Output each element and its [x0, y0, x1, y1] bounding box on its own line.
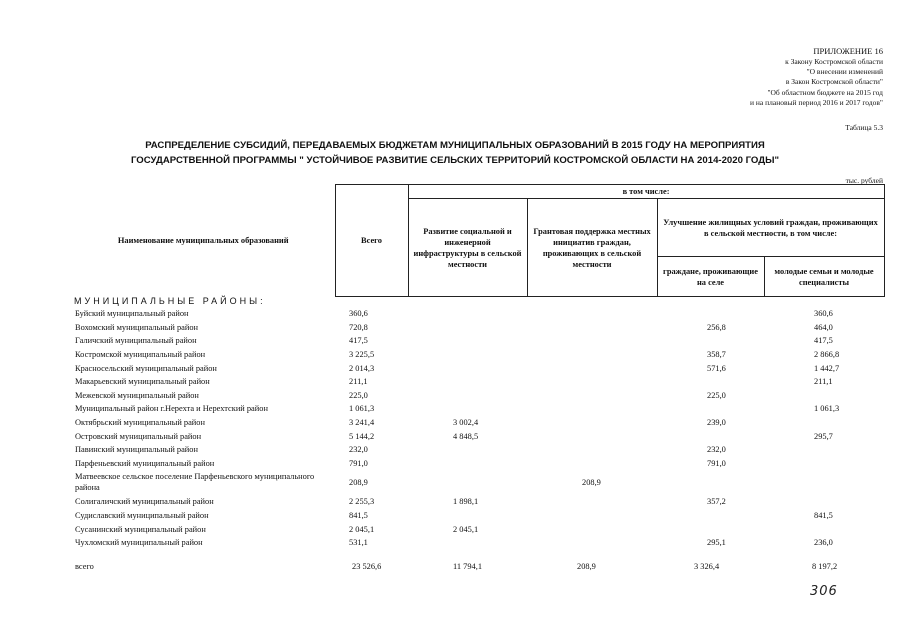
appendix-line: к Закону Костромской области: [785, 57, 883, 66]
title-line-1: РАСПРЕДЕЛЕНИЕ СУБСИДИЙ, ПЕРЕДАВАЕМЫХ БЮДЖЕТАМ МУНИЦИПАЛЬНЫХ ОБРАЗОВАНИЙ В 2015 ГОДУ НА МЕРОПРИЯТИЯ: [145, 140, 765, 151]
row-infra: 3 002,4: [453, 418, 479, 428]
appendix-line: "Об областном бюджете на 2015 год: [767, 87, 883, 97]
row-grants: [527, 348, 657, 362]
row-name: Буйский муниципальный район: [75, 309, 189, 319]
row-citizens: [657, 522, 764, 536]
row-infra: [408, 321, 527, 335]
row-total: 531,1: [349, 538, 368, 548]
row-citizens: [657, 402, 764, 416]
table-number: Таблица 5.3: [845, 123, 883, 132]
row-infra: [408, 375, 527, 389]
row-infra: [408, 361, 527, 375]
table-row: [72, 416, 884, 430]
row-name: Вохомский муниципальный район: [75, 322, 199, 332]
row-infra: [408, 348, 527, 362]
row-citizens: 256,8: [707, 322, 726, 332]
row-young: [764, 416, 884, 430]
row-total: 232,0: [349, 445, 368, 455]
row-total: 2 014,3: [349, 363, 375, 373]
row-name: Межевской муниципальный район: [75, 390, 199, 400]
row-infra: [408, 509, 527, 523]
row-grants: [527, 361, 657, 375]
row-grants: [527, 307, 657, 321]
row-young: 464,0: [814, 322, 833, 332]
row-total: 208,9: [349, 478, 368, 488]
row-name: Судиславский муниципальный район: [75, 511, 209, 521]
row-grants: [527, 389, 657, 403]
header-infrastructure: Развитие социальной и инженерной инфраструктуры в сельской местности: [408, 199, 527, 297]
table-row: [72, 457, 884, 471]
total-young: 8 197,2: [812, 562, 838, 571]
row-name: Макарьевский муниципальный район: [75, 377, 210, 387]
row-citizens: [657, 429, 764, 443]
table-row: [72, 348, 884, 362]
table-row: [72, 334, 884, 348]
row-citizens: 232,0: [707, 445, 726, 455]
row-name: Сусанинский муниципальный район: [75, 524, 206, 534]
appendix-header: [750, 45, 883, 108]
row-grants: [527, 522, 657, 536]
table-header: [72, 184, 885, 297]
row-infra: [408, 307, 527, 321]
row-grants: [527, 321, 657, 335]
row-young: [764, 443, 884, 457]
section-heading: МУНИЦИПАЛЬНЫЕ РАЙОНЫ:: [74, 296, 266, 306]
row-infra: [408, 389, 527, 403]
row-name: Чухломский муниципальный район: [75, 538, 203, 548]
row-citizens: 295,1: [707, 538, 726, 548]
row-name: Красносельский муниципальный район: [75, 363, 217, 373]
total-grants: 208,9: [577, 562, 596, 571]
total-citizens: 3 326,4: [694, 562, 720, 571]
row-grants: [527, 509, 657, 523]
row-infra: [408, 536, 527, 550]
table-row: [72, 307, 884, 321]
row-total: 3 241,4: [349, 418, 375, 428]
row-total: 417,5: [349, 336, 368, 346]
row-young: [764, 457, 884, 471]
table-row: [72, 470, 884, 495]
row-citizens: [657, 470, 764, 495]
table-row: [72, 389, 884, 403]
row-citizens: 791,0: [707, 458, 726, 468]
row-young: 1 061,3: [814, 404, 840, 414]
table-row: [72, 321, 884, 335]
appendix-line: "О внесении изменений: [806, 67, 883, 77]
row-infra: 1 898,1: [453, 497, 479, 507]
row-total: 211,1: [349, 377, 368, 387]
row-total: 2 045,1: [349, 524, 375, 534]
row-citizens: 239,0: [707, 418, 726, 428]
row-grants: [527, 495, 657, 509]
row-total: 720,8: [349, 322, 368, 332]
table-row: [72, 429, 884, 443]
row-total: 1 061,3: [349, 404, 375, 414]
row-total: 791,0: [349, 458, 368, 468]
row-young: [764, 495, 884, 509]
row-infra: [408, 443, 527, 457]
row-total: 2 255,3: [349, 497, 375, 507]
row-infra: [408, 457, 527, 471]
row-citizens: 225,0: [707, 390, 726, 400]
document-title: [60, 138, 850, 168]
row-total: 360,6: [349, 309, 368, 319]
row-infra: [408, 334, 527, 348]
page-number-stamp: 306: [810, 584, 838, 599]
total-label: всего: [75, 562, 94, 571]
row-citizens: [657, 307, 764, 321]
row-young: 2 866,8: [814, 350, 840, 360]
appendix-line: в Закон Костромской области": [785, 77, 883, 87]
table-row: [72, 522, 884, 536]
row-grants: 208,9: [582, 478, 601, 488]
header-name: Наименование муниципальных образований: [72, 185, 335, 297]
row-young: 1 442,7: [814, 363, 840, 373]
row-name: Парфеньевский муниципальный район: [75, 458, 215, 468]
row-grants: [527, 429, 657, 443]
total-total: 23 526,6: [352, 562, 382, 571]
header-grants: Грантовая поддержка местных инициатив граждан, проживающих в сельской местности: [527, 199, 657, 297]
row-citizens: [657, 509, 764, 523]
total-infra: 11 794,1: [453, 562, 483, 571]
row-citizens: 357,2: [707, 497, 726, 507]
title-line-2: ГОСУДАРСТВЕННОЙ ПРОГРАММЫ " УСТОЙЧИВОЕ РАЗВИТИЕ СЕЛЬСКИХ ТЕРРИТОРИЙ КОСТРОМСКОЙ ОБЛАСТИ НА 2014-2020 ГОДЫ": [130, 155, 780, 166]
row-name: Муниципальный район г.Нерехта и Нерехтский район: [75, 404, 268, 414]
row-total: 225,0: [349, 390, 368, 400]
row-citizens: [657, 375, 764, 389]
row-young: 236,0: [814, 538, 833, 548]
row-citizens: [657, 334, 764, 348]
row-young: 295,7: [814, 431, 833, 441]
row-young: 211,1: [814, 377, 833, 387]
row-name: Октябрьский муниципальный район: [75, 418, 205, 428]
table-row: [72, 509, 884, 523]
row-grants: [527, 416, 657, 430]
row-infra: 4 848,5: [453, 431, 479, 441]
table-row: [72, 361, 884, 375]
row-grants: [527, 402, 657, 416]
units-label: тыс. рублей: [845, 176, 883, 185]
header-in-total: в том числе:: [408, 185, 884, 199]
row-young: 360,6: [814, 309, 833, 319]
row-grants: [527, 536, 657, 550]
row-citizens: 358,7: [707, 350, 726, 360]
row-young: [764, 522, 884, 536]
row-name: Солигаличский муниципальный район: [75, 497, 214, 507]
row-young: [764, 470, 884, 495]
appendix-line: и на плановый период 2016 и 2017 годов": [750, 97, 883, 107]
row-young: 841,5: [814, 511, 833, 521]
data-table-body: [72, 307, 884, 550]
header-total: Всего: [335, 185, 408, 297]
row-grants: [527, 375, 657, 389]
table-row: [72, 443, 884, 457]
row-young: [764, 389, 884, 403]
table-row: [72, 402, 884, 416]
row-total: 841,5: [349, 511, 368, 521]
table-row: [72, 375, 884, 389]
row-name: Павинский муниципальный район: [75, 445, 198, 455]
row-infra: [408, 470, 527, 495]
row-grants: [527, 443, 657, 457]
row-young: 417,5: [814, 336, 833, 346]
row-grants: [527, 457, 657, 471]
row-infra: [408, 402, 527, 416]
row-total: 3 225,5: [349, 350, 375, 360]
row-name: Галичский муниципальный район: [75, 336, 197, 346]
row-grants: [527, 334, 657, 348]
header-housing: Улучшение жилищных условий граждан, проживающих в сельской местности, в том числе:: [657, 199, 884, 257]
table-row: [72, 536, 884, 550]
header-young: молодые семьи и молодые специалисты: [764, 257, 884, 297]
table-row: [72, 495, 884, 509]
row-name: Островский муниципальный район: [75, 431, 202, 441]
appendix-title: ПРИЛОЖЕНИЕ 16: [813, 46, 883, 56]
data-table: [72, 307, 884, 550]
row-citizens: 571,6: [707, 363, 726, 373]
header-citizens: граждане, проживающие на селе: [657, 257, 764, 297]
row-name: Костромской муниципальный район: [75, 350, 206, 360]
row-name: Матвеевское сельское поселение Парфеньевского муниципального района: [75, 472, 315, 492]
row-infra: 2 045,1: [453, 524, 479, 534]
row-total: 5 144,2: [349, 431, 375, 441]
